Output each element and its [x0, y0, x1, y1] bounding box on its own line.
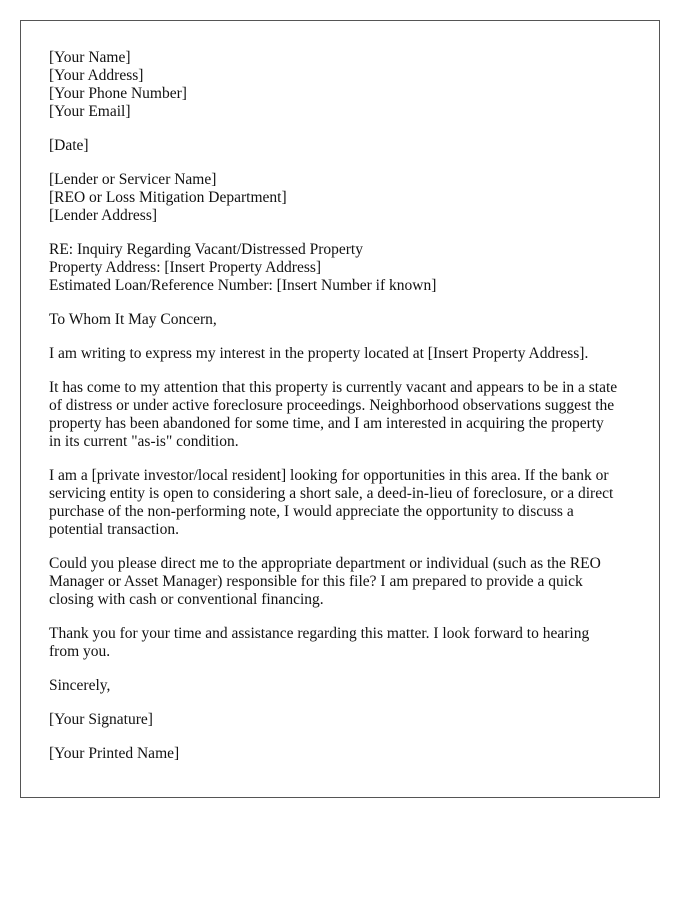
recipient-block: [49, 171, 619, 225]
subject-line: RE: Inquiry Regarding Vacant/Distressed Property: [49, 241, 363, 258]
reference-block: [49, 241, 619, 295]
printed-name-placeholder: [Your Printed Name]: [49, 745, 180, 762]
sign-off: Sincerely,: [49, 677, 111, 694]
signature-placeholder: [Your Signature]: [49, 711, 153, 728]
property-address-line: Property Address: [Insert Property Address]: [49, 259, 322, 276]
body-paragraph-5: Thank you for your time and assistance regarding this matter. I look forward to hearing from you.: [49, 625, 590, 660]
letter-date: [Date]: [49, 137, 89, 154]
body-paragraph-3: I am a [private investor/local resident] looking for opportunities in this area. If the bank or servicing entity is open to considering a short sale, a deed-in-lieu of foreclosure, or a direct purchase of the non-performing note, I would appreciate the opportunity to discuss a potential transaction.: [49, 467, 614, 538]
body-paragraph-4: Could you please direct me to the appropriate department or individual (such as the REO Manager or Asset Manager) responsible for this file? I am prepared to provide a quick closing with cash or conventional financing.: [49, 555, 601, 608]
sender-address: [Your Address]: [49, 67, 144, 84]
date-block: [49, 137, 619, 155]
sender-name: [Your Name]: [49, 49, 131, 66]
recipient-name: [Lender or Servicer Name]: [49, 171, 217, 188]
letter-body: [49, 49, 619, 779]
sender-phone: [Your Phone Number]: [49, 85, 187, 102]
recipient-address: [Lender Address]: [49, 207, 158, 224]
body-paragraph-1: I am writing to express my interest in the property located at [Insert Property Address].: [49, 345, 589, 362]
recipient-department: [REO or Loss Mitigation Department]: [49, 189, 287, 206]
loan-number-line: Estimated Loan/Reference Number: [Insert Number if known]: [49, 277, 437, 294]
salutation: To Whom It May Concern,: [49, 311, 217, 328]
sender-block: [49, 49, 619, 121]
sender-email: [Your Email]: [49, 103, 131, 120]
body-paragraph-2: It has come to my attention that this property is currently vacant and appears to be in a state of distress or under active foreclosure proceedings. Neighborhood observations suggest the property has been abandoned for some time, and I am interested in acquiring the property in its current "as-is" condition.: [49, 379, 618, 450]
letter-page: [20, 20, 660, 798]
